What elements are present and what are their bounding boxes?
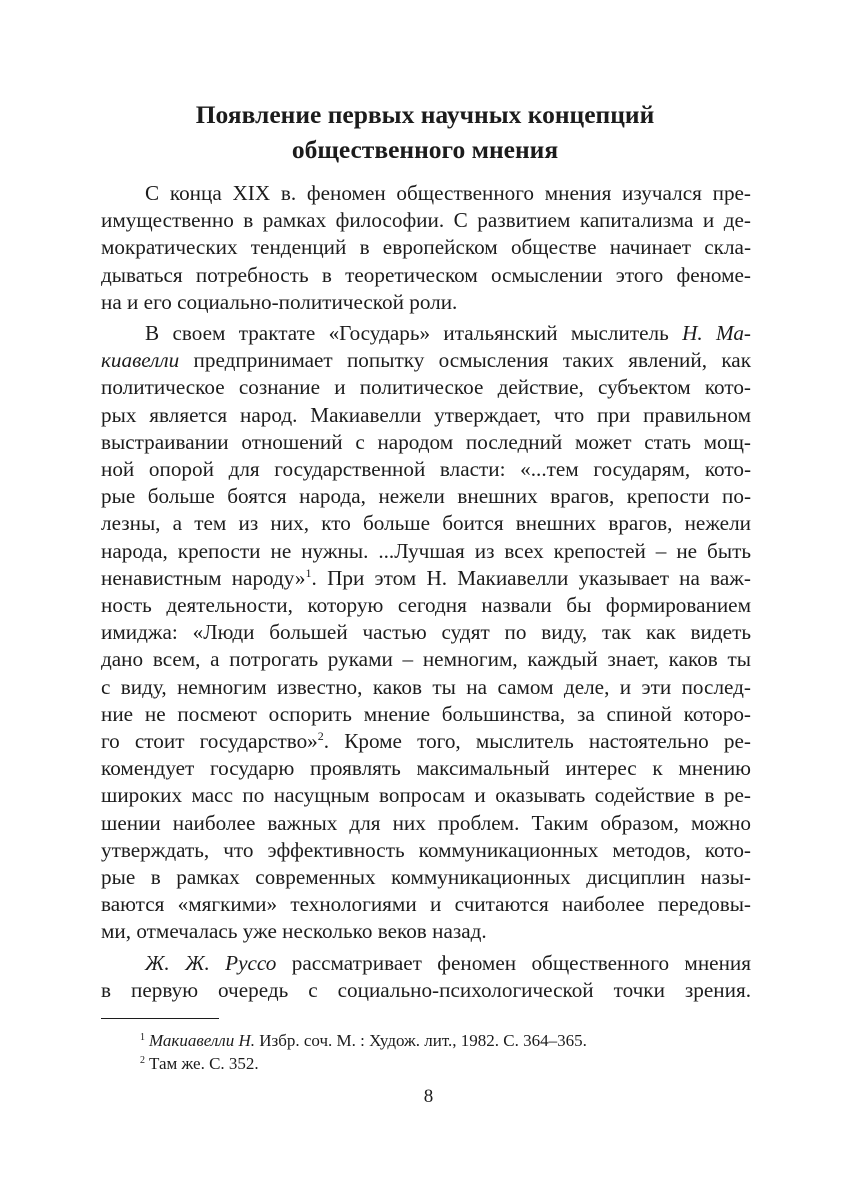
footnote-2 <box>140 1052 751 1075</box>
text-line: рых является народ. Макиавелли утверждает, что при правильном <box>101 402 751 427</box>
text-line: имиджа: «Люди большей частью судят по виду, так как видеть <box>101 620 751 645</box>
text-line: имущественно в рамках философии. С развитием капитализма и де- <box>101 208 751 233</box>
section-heading <box>100 97 750 167</box>
text-line: на и его социально-политической роли. <box>101 289 458 314</box>
footnote-number: 2 <box>140 1055 145 1066</box>
text-line: дано всем, а потрогать руками – немногим, каждый знает, каков ты <box>101 647 751 672</box>
heading-line-1: Появление первых научных концепций <box>195 100 655 129</box>
footnote-ref[interactable]: 1 <box>305 565 312 580</box>
page-number: 8 <box>423 1086 434 1107</box>
text-run: го стоит государство» <box>101 729 318 754</box>
text-run: . При этом Н. Макиавелли указывает на важ- <box>311 565 751 590</box>
text-line: ние не посмеют оспорить мнение большинства, за спиной которо- <box>101 701 751 726</box>
text-line: рые больше боятся народа, нежели внешних врагов, крепости по- <box>101 484 751 509</box>
text-line: лезны, а тем из них, кто больше боится внешних врагов, нежели <box>101 511 751 536</box>
footnotes <box>140 1029 751 1075</box>
text-run: предпринимает попытку осмысления таких явлений, как <box>179 348 751 373</box>
text-run: . Кроме того, мыслитель настоятельно ре- <box>323 729 751 754</box>
text-line: ность деятельности, которую сегодня назвали бы формированием <box>101 593 751 618</box>
text-line <box>101 565 751 592</box>
footnote-text: Там же. С. 352. <box>149 1054 259 1073</box>
text-line: рые в рамках современных коммуникационных дисциплин назы- <box>101 865 751 890</box>
text-line: шении наиболее важных для них проблем. Таким образом, можно <box>101 810 751 835</box>
text-line: с виду, немногим известно, каков ты на самом деле, и эти послед- <box>101 674 751 699</box>
author-name: киавелли <box>101 348 180 373</box>
text-line: широких масс по насущным вопросам и оказывать содействие в ре- <box>101 783 751 808</box>
text-line: в первую очередь с социально-психологической точки зрения. <box>101 977 751 1002</box>
footnote-author: Макиавелли Н. <box>149 1031 255 1050</box>
text-line: выстраивании отношений с народом последний может стать мощ- <box>101 429 751 454</box>
heading-line-2: общественного мнения <box>291 135 559 164</box>
text-line: утверждать, что эффективность коммуникационных методов, кото- <box>101 837 751 862</box>
body-text <box>101 180 751 1004</box>
text-line: политическое сознание и политическое действие, субъектом кото- <box>101 375 751 400</box>
text-line: мократических тенденций в европейском обществе начинает скла- <box>101 235 751 260</box>
text-line: С конца XIX в. феномен общественного мнения изучался пре- <box>145 181 751 205</box>
footnote-text: Избр. соч. М. : Худож. лит., 1982. С. 364–365. <box>254 1031 587 1050</box>
text-line: народа, крепости не нужны. ...Лучшая из всех крепостей – не быть <box>101 538 751 563</box>
text-line: комендует государю проявлять максимальный интерес к мнению <box>101 756 751 781</box>
text-run: В своем трактате «Государь» итальянский мыслитель <box>145 321 683 346</box>
author-name: Ж. Ж. Руссо <box>145 950 277 975</box>
text-line <box>101 728 751 755</box>
footnote-1 <box>140 1029 751 1052</box>
footnote-divider <box>101 1018 219 1019</box>
text-line: дываться потребность в теоретическом осмыслении этого феноме- <box>101 262 751 287</box>
text-line: ми, отмечалась уже несколько веков назад. <box>101 919 487 944</box>
footnote-number: 1 <box>140 1032 145 1043</box>
text-line <box>101 320 751 347</box>
author-name: Н. Ма- <box>682 321 751 346</box>
text-run: ненавистным народу» <box>101 565 306 590</box>
footnote-ref[interactable]: 2 <box>317 729 324 744</box>
text-run: рассматривает феномен общественного мнения <box>276 950 751 975</box>
text-line: ной опорой для государственной власти: «...тем государям, кото- <box>101 457 751 482</box>
text-line: ваются «мягкими» технологиями и считаются наиболее передовы- <box>101 892 751 917</box>
text-line <box>101 347 751 374</box>
text-line <box>101 950 751 977</box>
